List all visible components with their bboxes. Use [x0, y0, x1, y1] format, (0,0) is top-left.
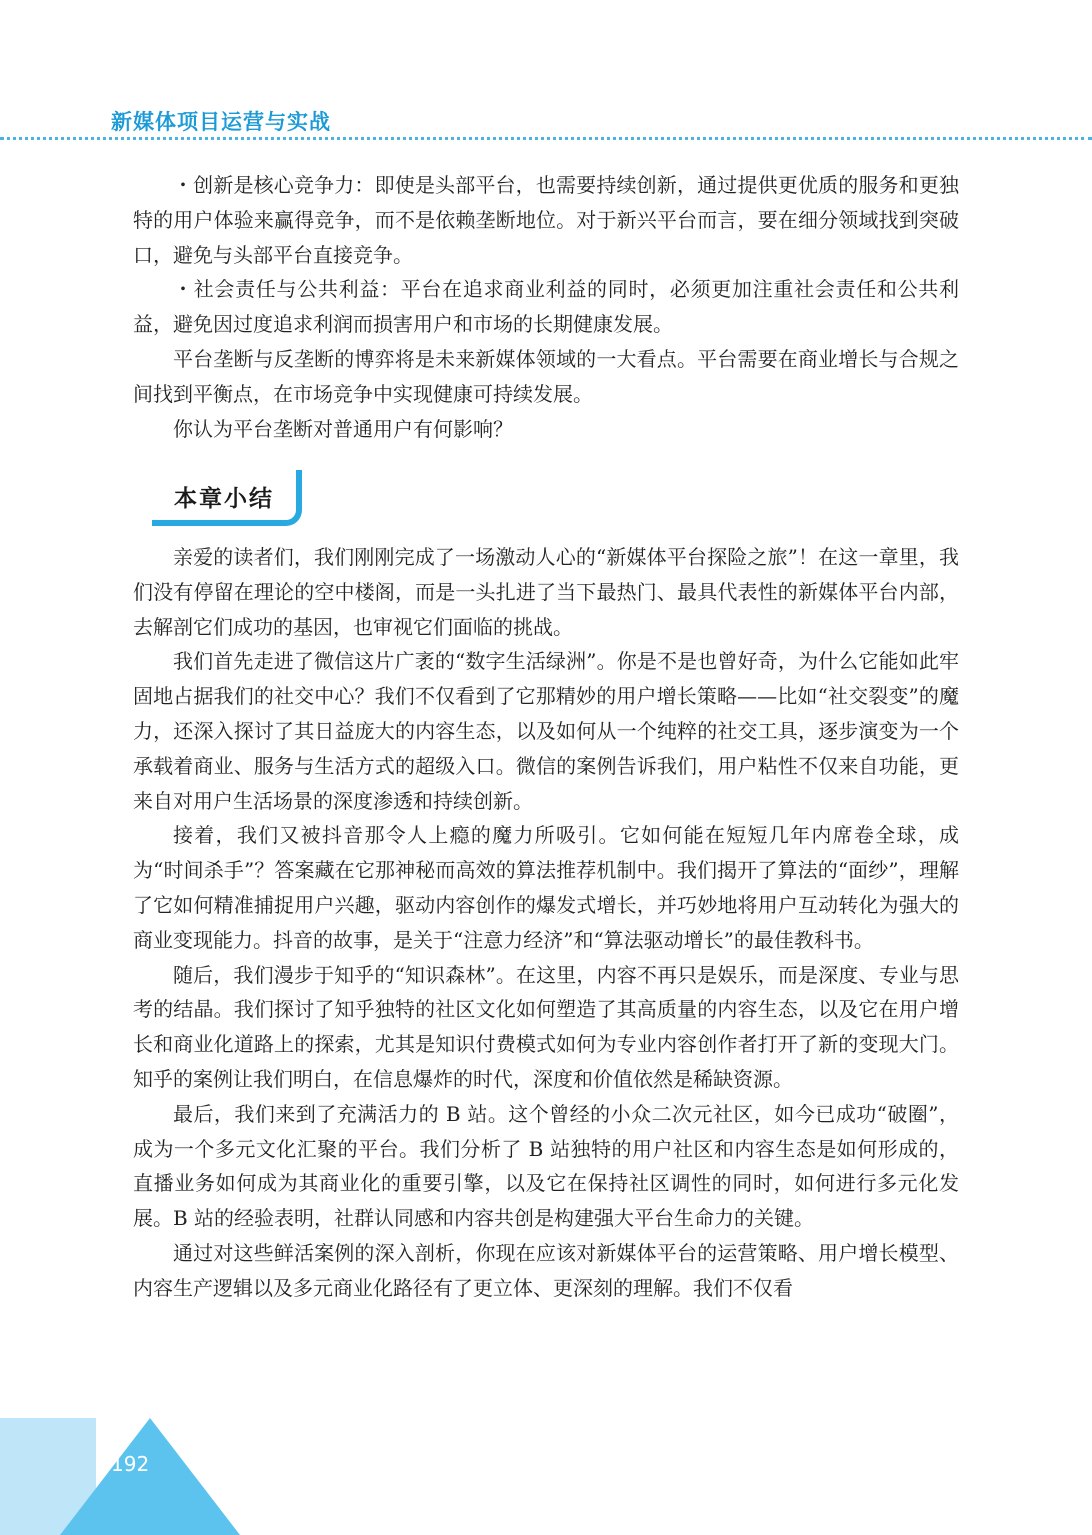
summary-text-block [133, 540, 959, 1306]
paragraph-conclusion: 通过对这些鲜活案例的深入剖析，你现在应该对新媒体平台的运营策略、用户增长模型、内容生产逻辑以及多元商业化路径有了更立体、更深刻的理解。我们不仅看 [133, 1240, 959, 1300]
paragraph-zhihu: 随后，我们漫步于知乎的“知识森林”。在这里，内容不再只是娱乐，而是深度、专业与思考的结晶。我们探讨了知乎独特的社区文化如何塑造了其高质量的内容生态，以及它在用户增长和商业化道路上的探索，尤其是知识付费模式如何为专业内容创作者打开了新的变现大门。知乎的案例让我们明白，在信息爆炸的时代，深度和价值依然是稀缺资源。 [133, 962, 959, 1091]
top-text-block [133, 168, 959, 446]
paragraph-social-responsibility: ・社会责任与公共利益：平台在追求商业利益的同时，必须更加注重社会责任和公共利益，避免因过度追求利润而损害用户和市场的长期健康发展。 [133, 277, 959, 337]
paragraph-intro: 亲爱的读者们，我们刚刚完成了一场激动人心的“新媒体平台探险之旅”！在这一章里，我们没有停留在理论的空中楼阁，而是一头扎进了当下最热门、最具代表性的新媒体平台内部，去解剖它们成功的基因，也审视它们面临的挑战。 [133, 545, 959, 639]
paragraph-innovation: ・创新是核心竞争力：即使是头部平台，也需要持续创新，通过提供更优质的服务和更独特的用户体验来赢得竞争，而不是依赖垄断地位。对于新兴平台而言，要在细分领域找到突破口，避免与头部平台直接竞争。 [133, 173, 959, 267]
paragraph-question: 你认为平台垄断对普通用户有何影响？ [173, 416, 513, 441]
paragraph-antimonopoly: 平台垄断与反垄断的博弈将是未来新媒体领域的一大看点。平台需要在商业增长与合规之间找到平衡点，在市场竞争中实现健康可持续发展。 [133, 346, 959, 406]
paragraph-douyin: 接着，我们又被抖音那令人上瘾的魔力所吸引。它如何能在短短几年内席卷全球，成为“时间杀手”？答案藏在它那神秘而高效的算法推荐机制中。我们揭开了算法的“面纱”，理解了它如何精准捕捉用户兴趣，驱动内容创作的爆发式增长，并巧妙地将用户互动转化为强大的商业变现能力。抖音的故事，是关于“注意力经济”和“算法驱动增长”的最佳教科书。 [133, 823, 959, 952]
paragraph-bilibili: 最后，我们来到了充满活力的 B 站。这个曾经的小众二次元社区，如今已成功“破圈”，成为一个多元文化汇聚的平台。我们分析了 B 站独特的用户社区和内容生态是如何形成的，直播业务如何成为其商业化的重要引擎，以及它在保持社区调性的同时，如何进行多元化发展。B 站的经验表明，社群认同感和内容共创是构建强大平台生命力的关键。 [133, 1101, 959, 1231]
corner-triangle-decoration [60, 1418, 240, 1535]
running-header-title: 新媒体项目运营与实战 [111, 110, 331, 134]
section-title: 本章小结 [174, 486, 274, 512]
page-number: 192 [111, 1452, 150, 1476]
paragraph-wechat: 我们首先走进了微信这片广袤的“数字生活绿洲”。你是不是也曾好奇，为什么它能如此牢固地占据我们的社交中心？我们不仅看到了它那精妙的用户增长策略——比如“社交裂变”的魔力，还深入探讨了其日益庞大的内容生态，以及如何从一个纯粹的社交工具，逐步演变为一个承载着商业、服务与生活方式的超级入口。微信的案例告诉我们，用户粘性不仅来自功能，更来自对用户生活场景的深度渗透和持续创新。 [133, 649, 959, 813]
header-dotted-rule [0, 137, 1092, 140]
section-heading [152, 470, 302, 524]
